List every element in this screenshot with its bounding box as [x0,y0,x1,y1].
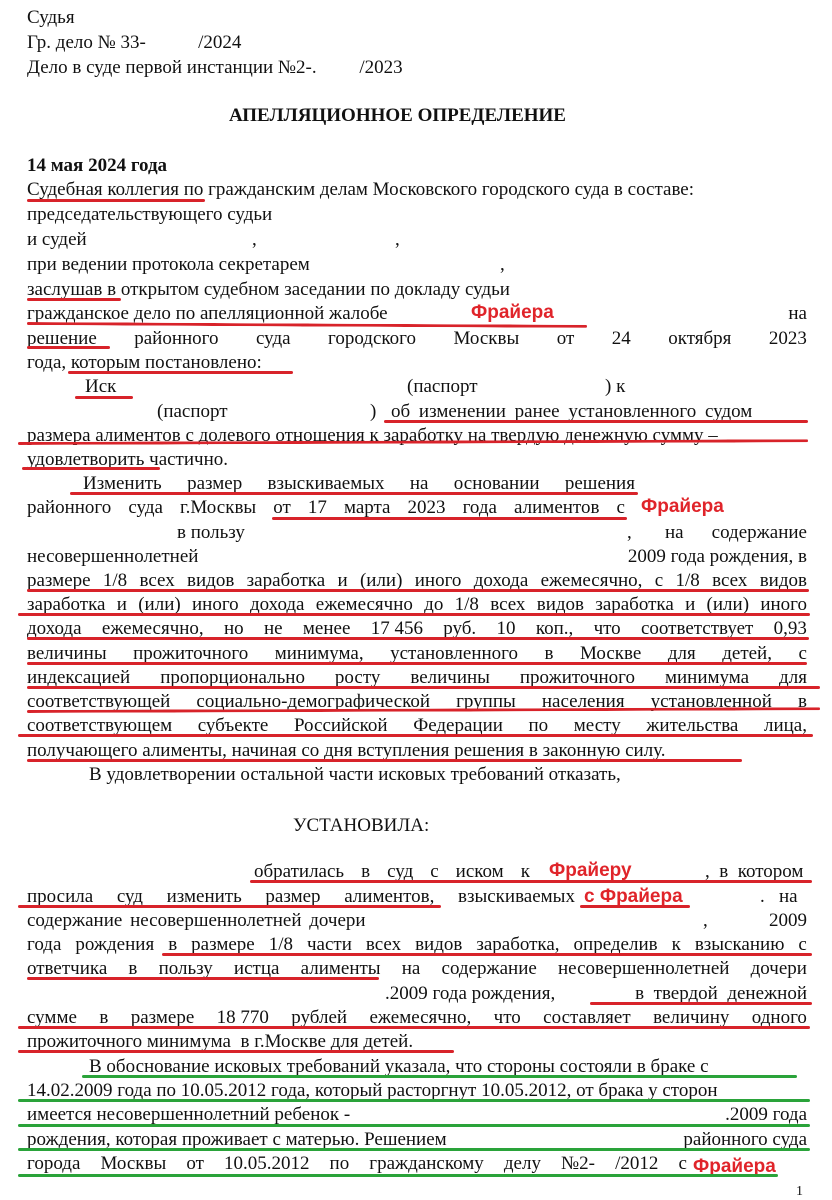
word: установленного [390,643,518,664]
word: составляет [543,1007,631,1028]
ruling-comma: , [627,522,632,543]
word: ежемесячно, [101,618,204,639]
word: дохода [249,594,305,615]
word: что [593,618,621,639]
word: с [798,643,807,664]
intro-comma-1: , [252,229,257,250]
ruling-line-8 [27,546,807,568]
ruling-line-6 [27,497,625,519]
intro-na: на [788,303,807,324]
word: 1/8 [454,594,479,615]
underline [22,467,160,470]
word: определив [573,934,658,955]
underline [27,589,809,592]
body-daughter: содержание несовершеннолетней дочери [27,910,366,931]
word: прожиточного [519,667,635,688]
word: иного [414,570,462,591]
document-title: АПЕЛЛЯЦИОННОЕ ОПРЕДЕЛЕНИЕ [229,105,566,126]
intro-secretary: при ведении протокола секретарем [27,254,310,275]
word: для [779,667,807,688]
word: всех [365,934,402,955]
underline [162,953,812,956]
word: суд [116,886,143,907]
word: рождения [75,934,155,955]
word: прожиточного [133,643,249,664]
ruling-date: 14 мая 2024 года [27,155,168,176]
word: видов [415,934,463,955]
judge-label: Судья [27,7,75,28]
word: 10.05.2012 [223,1153,310,1174]
word: 17 456 [370,618,423,639]
body-line-1-tail: , в котором [705,861,804,882]
word: установленной [650,691,772,712]
underline [70,492,638,495]
intro-l1: Судебная коллегия по гражданским делам Московского городского суда в составе: [27,179,695,200]
word: минимума, [274,643,364,664]
word: города [27,1153,81,1174]
word: для [667,643,696,664]
underline [27,759,742,762]
underline [27,346,110,349]
ruling-line-16: получающего алименты, начиная со дня вступления решения в законную силу. [27,740,666,761]
word: решения [564,473,635,494]
word: видов [536,594,585,615]
word: марта [343,497,391,518]
intro-appeal: гражданское дело по апелляционной жалобе [27,303,388,324]
word: в [168,934,178,955]
body-year: 2009 [769,910,807,931]
annotation-s-fryera: с Фрайера [584,886,683,907]
word: по [329,1153,350,1174]
word: и [116,594,127,615]
intro-comma-3: , [500,254,505,275]
word: в [797,691,807,712]
word: заработка, [476,934,560,955]
word: городского [328,328,416,349]
word: Изменить [83,473,162,494]
word: на [409,473,429,494]
underline [27,662,807,665]
underline [68,371,293,374]
ruling-paren: ) [370,401,377,422]
annotation-fryera-3: Фрайера [693,1156,776,1177]
word: величины [410,667,490,688]
word: и [337,570,348,591]
word: 1/8 [268,934,293,955]
word: 1/8 [675,570,700,591]
word: индексацией [27,667,131,688]
word: алиментов [514,497,600,518]
ruling-in-favor: в пользу [177,522,245,543]
word: решение [27,328,97,349]
word: года [462,497,497,518]
word: районного [134,328,219,349]
intro-line-4 [27,254,505,276]
underline [18,1050,454,1053]
underline [384,420,808,423]
established-heading: УСТАНОВИЛА: [293,815,430,836]
body-line-3 [27,910,807,932]
body-court: районного суда [683,1129,807,1150]
underline [18,734,813,737]
body-fixed-sum: в твердой денежной [635,983,807,1004]
word: обратилась [254,861,345,882]
word: с [678,1153,687,1174]
word: по [528,715,549,736]
word: величины [27,643,107,664]
word: от [556,328,575,349]
word: дочери [750,958,807,979]
word: взысканию [694,934,785,955]
word: 24 [611,328,631,349]
body-born: .2009 года рождения, [385,983,556,1004]
word: несовершеннолетней [558,958,730,979]
underline [27,298,121,301]
intro-line-8: года, которым постановлено: [27,352,262,373]
ruling-line-3: размера алиментов с долевого отношения к заработку на твердую денежную сумму – [27,425,718,446]
word: Москвы [453,328,520,349]
word: до [424,594,444,615]
first-instance-case: Дело в суде первой инстанции №2-. /2023 [27,57,403,78]
ruling-claim: Иск [85,376,117,397]
word: всех [490,594,526,615]
body-child: имеется несовершеннолетний ребенок - [27,1104,351,1125]
word: ответчика [27,958,108,979]
word: что [493,1007,521,1028]
word: Федерации [413,715,503,736]
word: (или) [359,570,403,591]
word: 10 [496,618,516,639]
word: суд [387,861,414,882]
page-number: 1 [796,1184,803,1199]
word: Российской [293,715,388,736]
case-number: Гр. дело № 33- /2024 [27,32,242,53]
ruling-line-17: В удовлетворении остальной части исковых требований отказать, [89,764,621,785]
word: года [27,934,62,955]
word: месту [573,715,621,736]
ruling-born: 2009 года рождения, в [627,546,807,567]
underline [18,1026,810,1029]
word: и [685,594,696,615]
word: районного [27,497,112,518]
word: жительства [646,715,739,736]
underline [272,517,627,520]
word: основании [453,473,540,494]
word: пропорционально [160,667,305,688]
word: 0,93 [773,618,807,639]
ruling-passport-2: (паспорт [157,401,228,422]
word: суда [128,497,163,518]
underline [27,686,820,689]
underline [580,905,690,908]
ruling-minor: несовершеннолетней [27,546,199,567]
word: суда [255,328,291,349]
word: истца [233,958,280,979]
body-comma: , [703,910,708,931]
intro-line-7 [27,328,807,350]
word: соответствующей [27,691,171,712]
word: размер [265,886,321,907]
word: всех [139,570,175,591]
word: дохода [473,570,529,591]
annotation-fryeru: Фрайеру [549,860,632,881]
underline [18,1174,778,1177]
word: с [798,934,807,955]
word: рублей [291,1007,348,1028]
word: алиментов, [344,886,435,907]
word: просила [27,886,94,907]
word: соответствующем [27,715,173,736]
word: руб. [443,618,477,639]
word: социально-демографической [196,691,431,712]
word: в [99,1007,109,1028]
word: в [128,958,138,979]
underline [27,199,205,202]
word: сумме [27,1007,77,1028]
word: (или) [706,594,750,615]
word: /2012 [615,1153,659,1174]
underline [75,396,133,399]
word: с [430,861,439,882]
word: 18 770 [216,1007,269,1028]
word: на [401,958,421,979]
word: минимума [664,667,750,688]
word: (или) [138,594,181,615]
word: г.Москвы [179,497,257,518]
ruling-to: ) к [605,376,626,397]
word: иском [455,861,504,882]
word: группы [456,691,516,712]
underline [18,613,810,616]
ruling-line-4: удовлетворить частично. [27,449,229,470]
word: иного [192,594,239,615]
word: 2023 [768,328,807,349]
word: взыскиваемых [458,886,575,907]
word: с [654,570,664,591]
word: в [361,861,371,882]
word: заработка [27,594,106,615]
word: населения [541,691,625,712]
ruling-na: на [665,522,684,543]
body-line-11 [27,1104,807,1126]
word: лица, [763,715,807,736]
word: взыскиваемых [267,473,385,494]
body-decision: рождения, которая проживает с матерью. Решением [27,1129,447,1150]
body-line-9: В обоснование исковых требований указала, что стороны состояли в браке с [89,1056,709,1077]
body-child-year: .2009 года [725,1104,807,1125]
word: изменить [166,886,242,907]
word: 2023 [407,497,446,518]
word: пользу [158,958,213,979]
intro-line-3 [27,229,400,251]
word: одного [751,1007,807,1028]
intro-line-2: председательствующего судьи [27,204,273,225]
underline [27,637,809,640]
underline [82,1075,797,1078]
word: размере [130,1007,195,1028]
word: части [306,934,352,955]
underline [18,1124,810,1127]
underline [250,880,812,883]
word: всех [712,570,748,591]
word: ежемесячно, [540,570,643,591]
underline [18,1099,810,1102]
word: не [263,618,283,639]
body-line-13 [27,1153,687,1175]
word: от [273,497,291,518]
word: иного [760,594,807,615]
word: заработка [595,594,674,615]
underline [590,1002,812,1005]
word: 1/8 [102,570,128,591]
word: Москвы [100,1153,167,1174]
word: детей, [722,643,772,664]
word: размере [191,934,255,955]
word: Москве [579,643,642,664]
body-line-10: 14.02.2009 года по 10.05.2012 года, который расторгнут 10.05.2012, от брака у сторон [27,1080,718,1101]
word: №2- [561,1153,595,1174]
body-line-2-tail: . на [760,886,798,907]
annotation-fryera-2: Фрайера [641,496,724,517]
ruling-change: об изменении ранее установленного судом [391,401,753,422]
word: субъекте [197,715,269,736]
word: но [223,618,244,639]
word: дохода [27,618,82,639]
word: размере [27,570,91,591]
annotation-fryera-1: Фрайера [471,302,554,323]
intro-comma-2: , [395,229,400,250]
word: соответствует [640,618,754,639]
word: ежемесячно [315,594,413,615]
word: видов [187,570,235,591]
ruling-passport-1: (паспорт [407,376,478,397]
word: к [520,861,530,882]
ruling-support: содержание [711,522,807,543]
intro-line-5: заслушав в открытом судебном заседании по докладу судьи [27,279,510,300]
underline [18,1148,810,1151]
word: заработка [246,570,326,591]
word: от [186,1153,204,1174]
word: алименты [300,958,381,979]
word: к [671,934,681,955]
intro-judges-label: и судей [27,229,87,250]
word: содержание [441,958,537,979]
word: величину [653,1007,730,1028]
word: октября [668,328,732,349]
word: гражданскому [369,1153,484,1174]
word: в [544,643,554,664]
underline [27,977,379,980]
word: менее [302,618,351,639]
word: росту [334,667,381,688]
underline [18,905,441,908]
word: видов [759,570,807,591]
word: делу [503,1153,541,1174]
word: 17 [307,497,327,518]
word: ежемесячно, [369,1007,472,1028]
word: размер [187,473,243,494]
body-line-8: прожиточного минимума в г.Москве для детей. [27,1031,414,1052]
word: коп., [535,618,574,639]
word: с [616,497,625,518]
intro-line-1 [27,179,807,201]
